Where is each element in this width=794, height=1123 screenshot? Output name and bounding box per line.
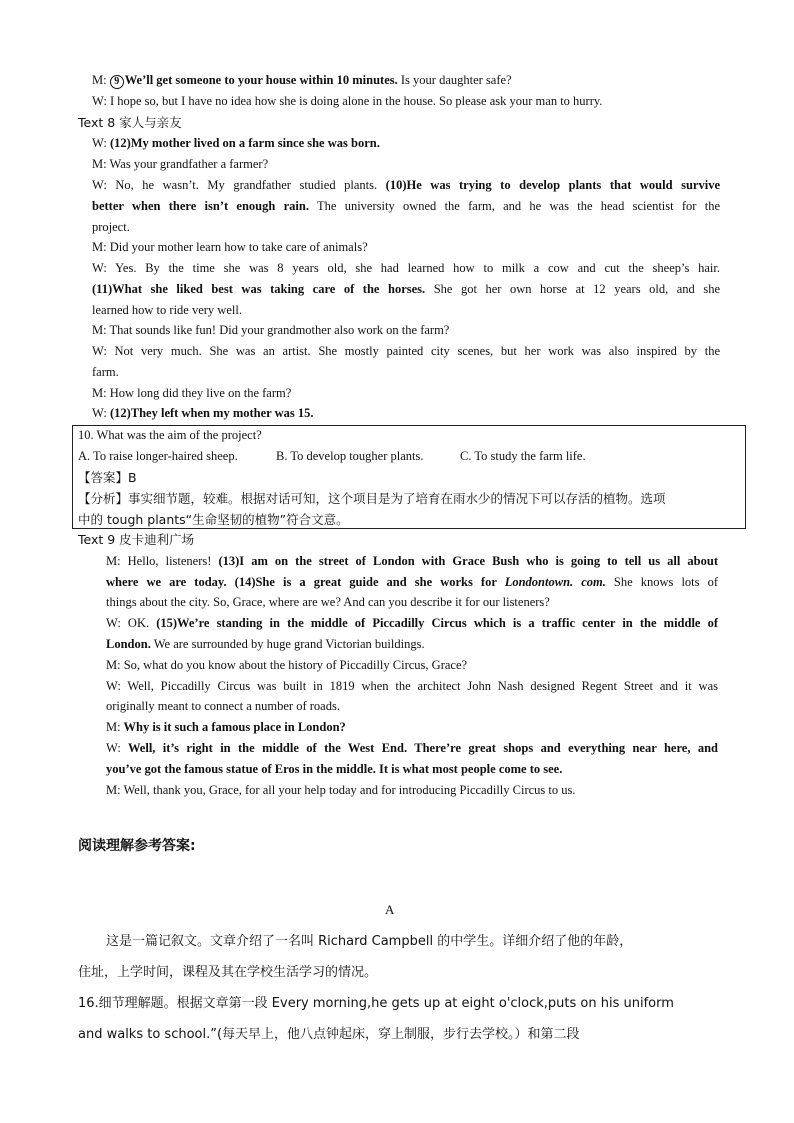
analysis-line: 中的 tough plants“生命坚韧的植物”符合文意。 bbox=[78, 512, 349, 527]
dialogue-line bbox=[106, 636, 425, 653]
key-sentence: better when there isn’t enough rain. bbox=[92, 199, 309, 213]
speaker-label: W: bbox=[92, 261, 107, 275]
dialogue-text: OK. bbox=[120, 616, 157, 630]
dialogue-line bbox=[92, 405, 314, 422]
dialogue-text: She got her own horse at 12 years old, and she bbox=[425, 282, 720, 296]
dialogue-text: Is your daughter safe? bbox=[397, 73, 512, 87]
speaker-label: W: bbox=[106, 616, 121, 630]
reading-paragraph: 住址，上学时间，课程及其在学校生活学习的情况。 bbox=[78, 965, 378, 980]
dialogue-text: We are surrounded by huge grand Victorian buildings. bbox=[150, 637, 425, 651]
dialogue-line bbox=[92, 93, 602, 110]
dialogue-text: farm. bbox=[92, 365, 119, 379]
dialogue-line bbox=[92, 260, 720, 277]
dialogue-text: Not very much. She was an artist. She mostly painted city scenes, but her work was also inspired by the bbox=[106, 344, 720, 358]
key-sentence: London. bbox=[106, 637, 151, 651]
dialogue-line bbox=[106, 719, 346, 736]
dialogue-text: Yes. By the time she was 8 years old, she had learned how to milk a cow and cut the sheep’s hair. bbox=[106, 261, 720, 275]
circled-number-marker: 9 bbox=[110, 75, 124, 89]
reading-paragraph: 这是一篇记叙文。文章介绍了一名叫 Richard Campbell 的中学生。详细介绍了他的年龄， bbox=[106, 934, 633, 949]
speaker-label: M: bbox=[92, 73, 107, 87]
dialogue-line: M: Well, thank you, Grace, for all your help today and for introducing Piccadilly Circus to us. bbox=[106, 783, 576, 797]
reading-paragraph: and walks to school.”(每天早上，他八点钟起床，穿上制服，步行去学校。）和第二段 bbox=[78, 1027, 580, 1042]
dialogue-line bbox=[106, 615, 718, 632]
speaker-label: W: bbox=[92, 136, 107, 150]
dialogue-line bbox=[106, 553, 718, 570]
option-a: A. To raise longer-haired sheep. bbox=[78, 449, 238, 463]
dialogue-line bbox=[92, 219, 130, 236]
dialogue-line bbox=[92, 364, 119, 381]
dialogue-text: Was your grandfather a farmer? bbox=[106, 157, 269, 171]
dialogue-text: Did your mother learn how to take care of animals? bbox=[106, 240, 368, 254]
key-sentence: We’ll get someone to your house within 10 minutes. bbox=[124, 73, 398, 87]
dialogue-text: learned how to ride very well. bbox=[92, 303, 242, 317]
analysis-line: 【分析】事实细节题，较难。根据对话可知，这个项目是为了培育在雨水少的情况下可以存活的植物。选项 bbox=[78, 491, 666, 506]
dialogue-line bbox=[106, 574, 718, 591]
dialogue-text: Hello, listeners! bbox=[120, 554, 219, 568]
dialogue-text: How long did they live on the farm? bbox=[106, 386, 292, 400]
speaker-label: W: bbox=[92, 94, 107, 108]
dialogue-line bbox=[92, 302, 242, 319]
reading-answers-heading: 阅读理解参考答案: bbox=[78, 838, 196, 854]
speaker-label: M: bbox=[106, 554, 121, 568]
speaker-label: W: bbox=[106, 741, 121, 755]
question-text: 10. What was the aim of the project? bbox=[78, 428, 262, 442]
dialogue-line bbox=[92, 72, 512, 89]
section-letter: A bbox=[385, 902, 395, 917]
reading-paragraph: 16.细节理解题。根据文章第一段 Every morning,he gets up at eight o'clock,puts on his uniform bbox=[78, 996, 674, 1011]
dialogue-line: M: So, what do you know about the history of Piccadilly Circus, Grace? bbox=[106, 658, 468, 672]
dialogue-line bbox=[92, 281, 720, 298]
speaker-label: M: bbox=[92, 323, 107, 337]
dialogue-line bbox=[106, 740, 718, 757]
section-heading-text8: Text 8 家人与亲友 bbox=[78, 115, 182, 130]
key-sentence: where we are today. (14)She is a great guide and she works for bbox=[106, 575, 505, 589]
option-c: C. To study the farm life. bbox=[460, 449, 586, 463]
dialogue-line bbox=[92, 156, 268, 173]
dialogue-line: things about the city. So, Grace, where are we? And can you describe it for our listeners? bbox=[106, 595, 550, 609]
speaker-label: W: bbox=[92, 344, 107, 358]
dialogue-line bbox=[92, 385, 291, 402]
dialogue-text: project. bbox=[92, 220, 130, 234]
key-sentence: (11)What she liked best was taking care of the horses. bbox=[92, 282, 426, 296]
dialogue-text: The university owned the farm, and he was the head scientist for the bbox=[308, 199, 720, 213]
dialogue-line bbox=[92, 135, 380, 152]
dialogue-line bbox=[92, 322, 449, 339]
dialogue-line: originally meant to connect a number of roads. bbox=[106, 699, 340, 713]
key-sentence: (15)We’re standing in the middle of Piccadilly Circus which is a traffic center in the middle of bbox=[156, 616, 718, 630]
website-name: Londontown. com. bbox=[504, 575, 606, 589]
dialogue-text: I hope so, but I have no idea how she is doing alone in the house. So please ask your man to hurry. bbox=[106, 94, 603, 108]
speaker-label: M: bbox=[92, 386, 107, 400]
speaker-label: M: bbox=[106, 720, 121, 734]
dialogue-line bbox=[92, 239, 368, 256]
dialogue-text: She knows lots of bbox=[605, 575, 718, 589]
key-sentence: Why is it such a famous place in London? bbox=[120, 720, 346, 734]
speaker-label: W: bbox=[92, 178, 107, 192]
key-sentence: (13)I am on the street of London with Grace Bush who is going to tell us all about bbox=[218, 554, 718, 568]
speaker-label: M: bbox=[92, 240, 107, 254]
dialogue-line bbox=[92, 198, 720, 215]
key-sentence: (12)My mother lived on a farm since she was born. bbox=[106, 136, 380, 150]
option-b: B. To develop tougher plants. bbox=[276, 449, 424, 463]
key-sentence: (12)They left when my mother was 15. bbox=[106, 406, 314, 420]
dialogue-line bbox=[92, 177, 720, 194]
dialogue-line: you’ve got the famous statue of Eros in the middle. It is what most people come to see. bbox=[106, 762, 563, 776]
key-sentence: Well, it’s right in the middle of the West End. There’re great shops and everything near here, and bbox=[120, 741, 718, 755]
key-sentence: (10)He was trying to develop plants that would survive bbox=[385, 178, 720, 192]
speaker-label: W: bbox=[92, 406, 107, 420]
dialogue-line bbox=[92, 343, 720, 360]
dialogue-text: That sounds like fun! Did your grandmother also work on the farm? bbox=[106, 323, 450, 337]
speaker-label: M: bbox=[92, 157, 107, 171]
dialogue-text: No, he wasn’t. My grandfather studied plants. bbox=[106, 178, 386, 192]
dialogue-line: W: Well, Piccadilly Circus was built in 1819 when the architect John Nash designed Regent Street and it was bbox=[106, 679, 718, 693]
section-heading-text9: Text 9 皮卡迪利广场 bbox=[78, 532, 195, 547]
answer-line: 【答案】B bbox=[78, 470, 137, 485]
